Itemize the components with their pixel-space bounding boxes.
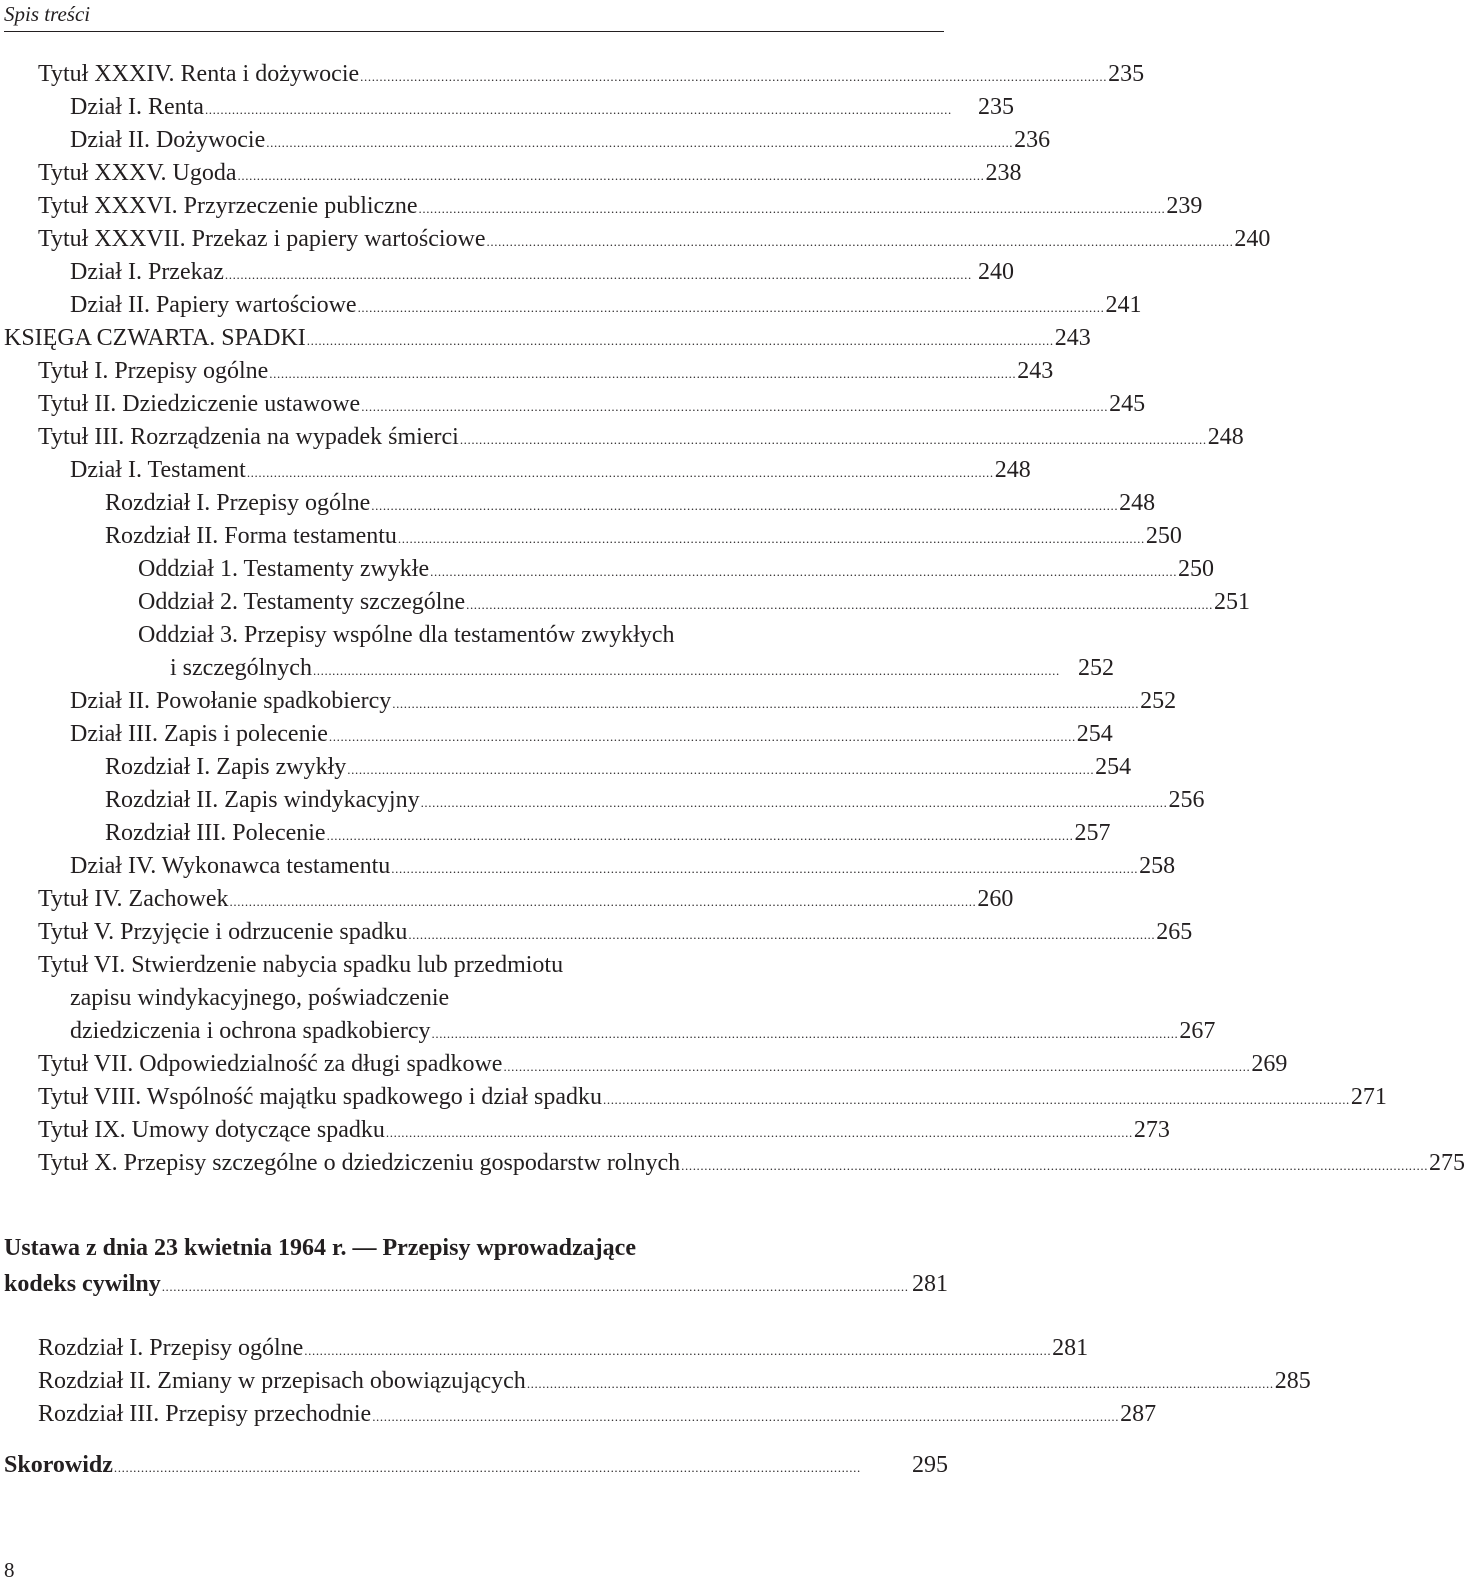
toc-entry-title: Tytuł II. Dziedziczenie ustawowe <box>38 391 361 417</box>
toc-entry[interactable] <box>0 257 1014 290</box>
dot-leader: .................................................................................................................................................................................................. <box>224 267 972 282</box>
dot-leader: .................................................................................................................................................................................................. <box>237 168 985 183</box>
dot-leader: .................................................................................................................................................................................................. <box>328 729 1076 744</box>
toc-entry-title-continuation: i szczególnych <box>170 655 312 681</box>
dot-leader: .................................................................................................................................................................................................. <box>361 399 1109 414</box>
toc-entry-page: 256 <box>1168 787 1205 813</box>
toc-entry[interactable] <box>0 455 1031 488</box>
toc-entry-page: 258 <box>1139 853 1176 879</box>
toc-entry-title: Rozdział I. Przepisy ogólne <box>38 1335 304 1361</box>
toc-entry[interactable] <box>0 1148 1465 1181</box>
dot-leader: .................................................................................................................................................................................................. <box>229 894 977 909</box>
dot-leader: .................................................................................................................................................................................................. <box>385 1125 1133 1140</box>
toc-entry[interactable] <box>0 323 1091 356</box>
toc-entry[interactable] <box>0 1399 1157 1432</box>
toc-entry-title: Dział IV. Wykonawca testamentu <box>70 853 391 879</box>
toc-entry-title: Rozdział III. Przepisy przechodnie <box>38 1401 372 1427</box>
toc-entry-title: Tytuł VIII. Wspólność majątku spadkowego i dział spadku <box>38 1084 602 1110</box>
toc-entry-title: Rozdział I. Zapis zwykły <box>105 754 347 780</box>
toc-entry-title: Dział I. Przekaz <box>70 259 224 285</box>
toc-entry-title: Tytuł XXXVII. Przekaz i papiery wartościowe <box>38 226 486 252</box>
toc-entry-page: 275 <box>1429 1150 1465 1176</box>
toc-entry-page: 265 <box>1156 919 1193 945</box>
toc-entry[interactable] <box>0 719 1113 752</box>
toc-entry[interactable] <box>0 389 1146 422</box>
toc-entry-page: 238 <box>985 160 1022 186</box>
dot-leader: .................................................................................................................................................................................................. <box>161 1279 909 1294</box>
dot-leader: .................................................................................................................................................................................................. <box>526 1376 1274 1391</box>
dot-leader: .................................................................................................................................................................................................. <box>357 300 1105 315</box>
toc-entry[interactable] <box>0 1115 1170 1148</box>
toc-entry-page: 251 <box>1214 589 1250 615</box>
toc-entry[interactable] <box>0 422 1244 455</box>
dot-leader: .................................................................................................................................................................................................. <box>269 366 1017 381</box>
dot-leader: .................................................................................................................................................................................................. <box>431 1026 1179 1041</box>
toc-entry-title: Tytuł XXXVI. Przyrzeczenie publiczne <box>38 193 418 219</box>
toc-entry[interactable] <box>0 785 1205 818</box>
toc-entry[interactable] <box>0 1049 1288 1082</box>
dot-leader: .................................................................................................................................................................................................. <box>306 333 1054 348</box>
dot-leader: .................................................................................................................................................................................................. <box>681 1158 1429 1173</box>
toc-entry-page: 252 <box>1078 655 1114 681</box>
toc-section-heading-continuation: kodeks cywilny <box>4 1271 161 1297</box>
dot-leader: .................................................................................................................................................................................................. <box>392 696 1140 711</box>
dot-leader: .................................................................................................................................................................................................. <box>326 828 1074 843</box>
toc-entry[interactable] <box>0 488 1156 521</box>
toc-entry[interactable] <box>0 1450 948 1483</box>
dot-leader: .................................................................................................................................................................................................. <box>266 135 1014 150</box>
toc-entry-title: Tytuł IX. Umowy dotyczące spadku <box>38 1117 385 1143</box>
toc-entry-page: 287 <box>1120 1401 1157 1427</box>
toc-entry-title: Rozdział II. Forma testamentu <box>105 523 397 549</box>
toc-entry-page: 269 <box>1251 1051 1288 1077</box>
toc-entry[interactable] <box>0 92 1014 125</box>
dot-leader: .................................................................................................................................................................................................. <box>418 201 1166 216</box>
dot-leader: .................................................................................................................................................................................................. <box>372 1409 1120 1424</box>
page-number: 8 <box>4 1558 15 1582</box>
toc-entry[interactable] <box>0 1333 1089 1366</box>
toc-entry-page: 273 <box>1133 1117 1170 1143</box>
toc-entry-page: 281 <box>912 1271 948 1297</box>
toc-entry[interactable] <box>0 125 1051 158</box>
toc-entry-title: Tytuł IV. Zachowek <box>38 886 229 912</box>
toc-entry-title: Dział I. Testament <box>70 457 246 483</box>
toc-entry-title-continuation: dziedziczenia i ochrona spadkobiercy <box>70 1018 431 1044</box>
toc-entry[interactable] <box>0 851 1176 884</box>
toc-entry-title: Dział I. Renta <box>70 94 204 120</box>
toc-entry[interactable] <box>0 191 1203 224</box>
toc-section-heading: Skorowidz <box>4 1452 113 1478</box>
dot-leader: .................................................................................................................................................................................................. <box>246 465 994 480</box>
dot-leader: .................................................................................................................................................................................................. <box>420 795 1168 810</box>
toc-entry-page: 281 <box>1052 1335 1089 1361</box>
toc-entry[interactable] <box>0 818 1111 851</box>
dot-leader: .................................................................................................................................................................................................. <box>603 1092 1350 1107</box>
toc-entry[interactable] <box>0 59 1145 92</box>
dot-leader: .................................................................................................................................................................................................. <box>371 498 1119 513</box>
toc-entry-title: Dział II. Powołanie spadkobiercy <box>70 688 392 714</box>
dot-leader: .................................................................................................................................................................................................. <box>486 234 1234 249</box>
dot-leader: .................................................................................................................................................................................................. <box>312 663 1060 678</box>
dot-leader: .................................................................................................................................................................................................. <box>347 762 1095 777</box>
toc-entry-title: Dział II. Papiery wartościowe <box>70 292 357 318</box>
dot-leader: .................................................................................................................................................................................................. <box>397 531 1145 546</box>
toc-entry-page: 250 <box>1178 556 1215 582</box>
toc-entry-title: Dział II. Dożywocie <box>70 127 266 153</box>
toc-entry-page: 245 <box>1109 391 1146 417</box>
toc-entry-page: 243 <box>1054 325 1091 351</box>
toc-entry[interactable] <box>0 224 1271 257</box>
toc-entry[interactable] <box>0 1269 948 1302</box>
toc-entry[interactable] <box>0 1082 1387 1115</box>
dot-leader: .................................................................................................................................................................................................. <box>459 432 1207 447</box>
toc-section-heading: Ustawa z dnia 23 kwietnia 1964 r. — Przepisy wprowadzające <box>4 1235 636 1261</box>
toc-entry[interactable] <box>0 1016 1216 1049</box>
dot-leader: .................................................................................................................................................................................................. <box>430 564 1178 579</box>
dot-leader: .................................................................................................................................................................................................. <box>360 69 1108 84</box>
toc-entry-title: Tytuł X. Przepisy szczególne o dziedziczeniu gospodarstw rolnych <box>38 1150 681 1176</box>
toc-entry-page: 271 <box>1350 1084 1387 1110</box>
toc-entry-page: 235 <box>1108 61 1145 87</box>
toc-entry-page: 254 <box>1095 754 1132 780</box>
toc-entry[interactable] <box>0 290 1142 323</box>
toc-entry-title: Rozdział II. Zmiany w przepisach obowiązujących <box>38 1368 526 1394</box>
toc-entry-page: 236 <box>1014 127 1051 153</box>
toc-entry[interactable] <box>0 884 1014 917</box>
toc-entry-title: Rozdział II. Zapis windykacyjny <box>105 787 420 813</box>
dot-leader: .................................................................................................................................................................................................. <box>466 597 1213 612</box>
toc-entry-title: Oddział 1. Testamenty zwykłe <box>138 556 430 582</box>
dot-leader: .................................................................................................................................................................................................. <box>408 927 1156 942</box>
toc-entry-page: 239 <box>1166 193 1203 219</box>
toc-entry-title: Tytuł V. Przyjęcie i odrzucenie spadku <box>38 919 408 945</box>
toc-entry[interactable] <box>0 1366 1311 1399</box>
toc-entry[interactable] <box>0 752 1132 785</box>
toc-entry-page: 248 <box>1207 424 1244 450</box>
toc-entry-title-line: Oddział 3. Przepisy wspólne dla testamentów zwykłych <box>138 622 675 648</box>
toc-entry-page: 248 <box>994 457 1031 483</box>
toc-entry-title: Tytuł VII. Odpowiedzialność za długi spadkowe <box>38 1051 503 1077</box>
toc-entry-title: KSIĘGA CZWARTA. SPADKI <box>4 325 306 351</box>
toc-entry[interactable] <box>0 554 1215 587</box>
toc-entry-page: 254 <box>1076 721 1113 747</box>
toc-entry[interactable] <box>0 587 1250 620</box>
dot-leader: .................................................................................................................................................................................................. <box>391 861 1139 876</box>
toc-entry[interactable] <box>0 521 1182 554</box>
toc-entry-page: 285 <box>1274 1368 1311 1394</box>
toc-entry[interactable] <box>0 653 1114 686</box>
toc-entry-title: Tytuł XXXIV. Renta i dożywocie <box>38 61 360 87</box>
toc-entry-page: 295 <box>912 1452 948 1478</box>
toc-entry-title-line: Tytuł VI. Stwierdzenie nabycia spadku lub przedmiotu <box>38 952 564 978</box>
toc-entry-title-continuation: zapisu windykacyjnego, poświadczenie <box>70 985 450 1011</box>
dot-leader: .................................................................................................................................................................................................. <box>113 1460 861 1475</box>
toc-entry-title: Oddział 2. Testamenty szczególne <box>138 589 466 615</box>
toc-entry[interactable] <box>0 356 1054 389</box>
toc-entry-page: 248 <box>1119 490 1156 516</box>
toc-entry-page: 260 <box>977 886 1014 912</box>
header-rule <box>4 31 944 32</box>
toc-entry-title: Tytuł I. Przepisy ogólne <box>38 358 269 384</box>
toc-entry-page: 235 <box>978 94 1014 120</box>
toc-entry-page: 250 <box>1145 523 1182 549</box>
toc-entry[interactable] <box>0 917 1193 950</box>
toc-entry-page: 240 <box>1234 226 1271 252</box>
toc-entry[interactable] <box>0 686 1177 719</box>
toc-entry-page: 267 <box>1179 1018 1216 1044</box>
toc-entry-title: Tytuł III. Rozrządzenia na wypadek śmierci <box>38 424 459 450</box>
toc-entry[interactable] <box>0 158 1022 191</box>
toc-entry-page: 240 <box>978 259 1014 285</box>
toc-entry-title: Tytuł XXXV. Ugoda <box>38 160 237 186</box>
toc-entry-page: 252 <box>1140 688 1177 714</box>
running-head: Spis treści <box>4 2 91 26</box>
dot-leader: .................................................................................................................................................................................................. <box>304 1343 1052 1358</box>
toc-entry-page: 241 <box>1105 292 1142 318</box>
dot-leader: .................................................................................................................................................................................................. <box>503 1059 1251 1074</box>
toc-entry-page: 257 <box>1074 820 1111 846</box>
toc-entry-page: 243 <box>1017 358 1054 384</box>
toc-entry-title: Dział III. Zapis i polecenie <box>70 721 328 747</box>
toc-entry-title: Rozdział I. Przepisy ogólne <box>105 490 371 516</box>
toc-entry-title: Rozdział III. Polecenie <box>105 820 326 846</box>
dot-leader: .................................................................................................................................................................................................. <box>204 102 952 117</box>
